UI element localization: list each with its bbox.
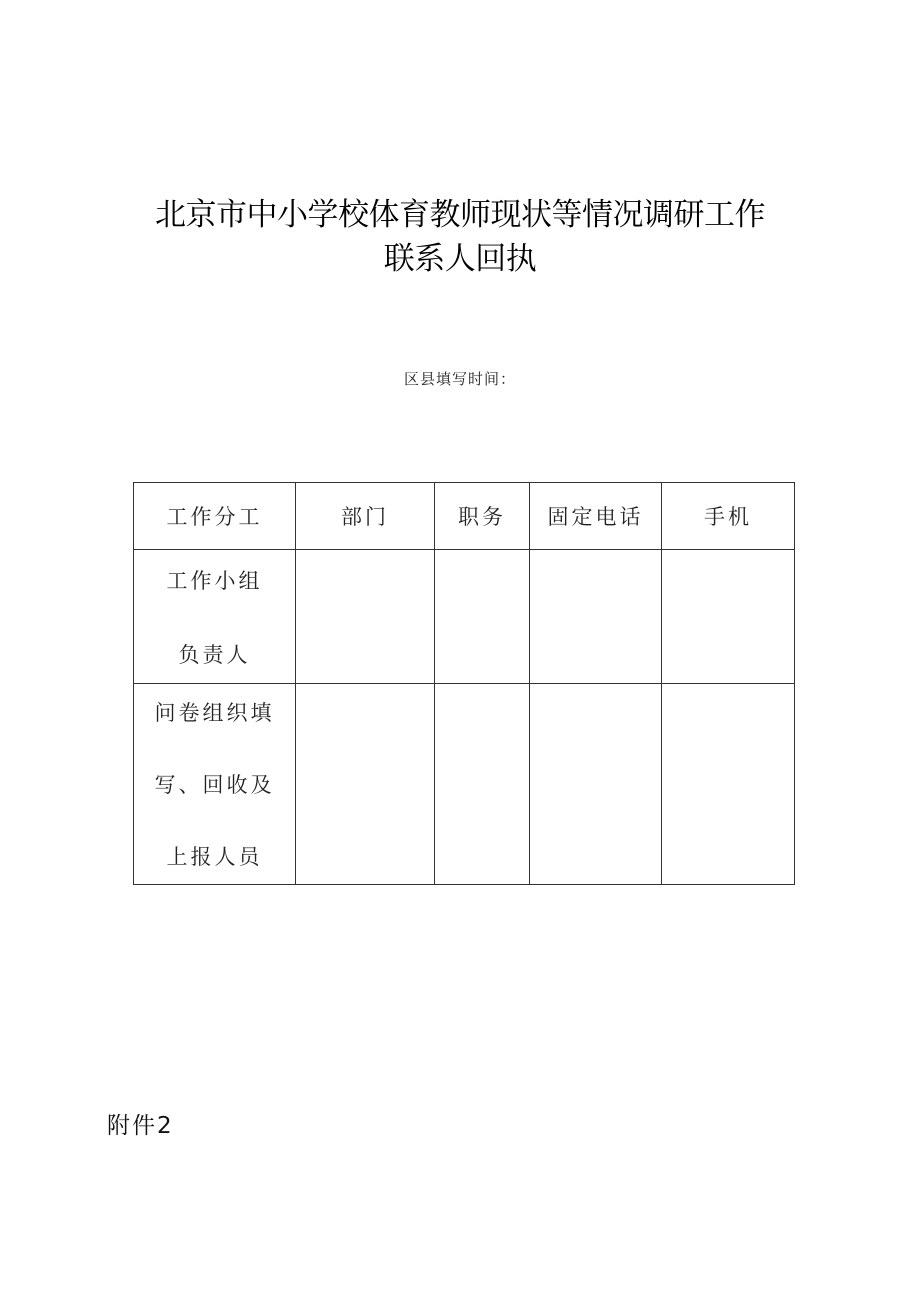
row-label-cell	[134, 550, 296, 684]
header-cell-division: 工作分工	[134, 483, 296, 550]
row-label-cell	[134, 684, 296, 885]
landline-cell[interactable]	[530, 550, 662, 684]
attachment-label: 附件2	[107, 1113, 174, 1139]
contact-table	[133, 482, 795, 885]
document-title-line-1: 北京市中小学校体育教师现状等情况调研工作	[155, 197, 765, 233]
document-title-line-2: 联系人回执	[383, 241, 537, 277]
position-cell[interactable]	[435, 684, 530, 885]
landline-cell[interactable]	[530, 684, 662, 885]
header-cell-department: 部门	[296, 483, 435, 550]
row-label-line: 工作小组	[166, 568, 263, 593]
fill-time-label: 区县填写时间：	[403, 370, 516, 388]
row-label-line: 问卷组织填	[154, 701, 275, 725]
header-cell-position: 职务	[435, 483, 530, 550]
row-label-line: 负责人	[178, 642, 251, 667]
table-header-row	[134, 483, 795, 550]
header-cell-mobile: 手机	[662, 483, 795, 550]
row-label-line: 上报人员	[166, 845, 263, 869]
position-cell[interactable]	[435, 550, 530, 684]
department-cell[interactable]	[296, 684, 435, 885]
department-cell[interactable]	[296, 550, 435, 684]
mobile-cell[interactable]	[662, 684, 795, 885]
table-row	[134, 684, 795, 885]
header-cell-landline: 固定电话	[530, 483, 662, 550]
mobile-cell[interactable]	[662, 550, 795, 684]
row-label-line: 写、回收及	[154, 773, 275, 797]
table-row	[134, 550, 795, 684]
